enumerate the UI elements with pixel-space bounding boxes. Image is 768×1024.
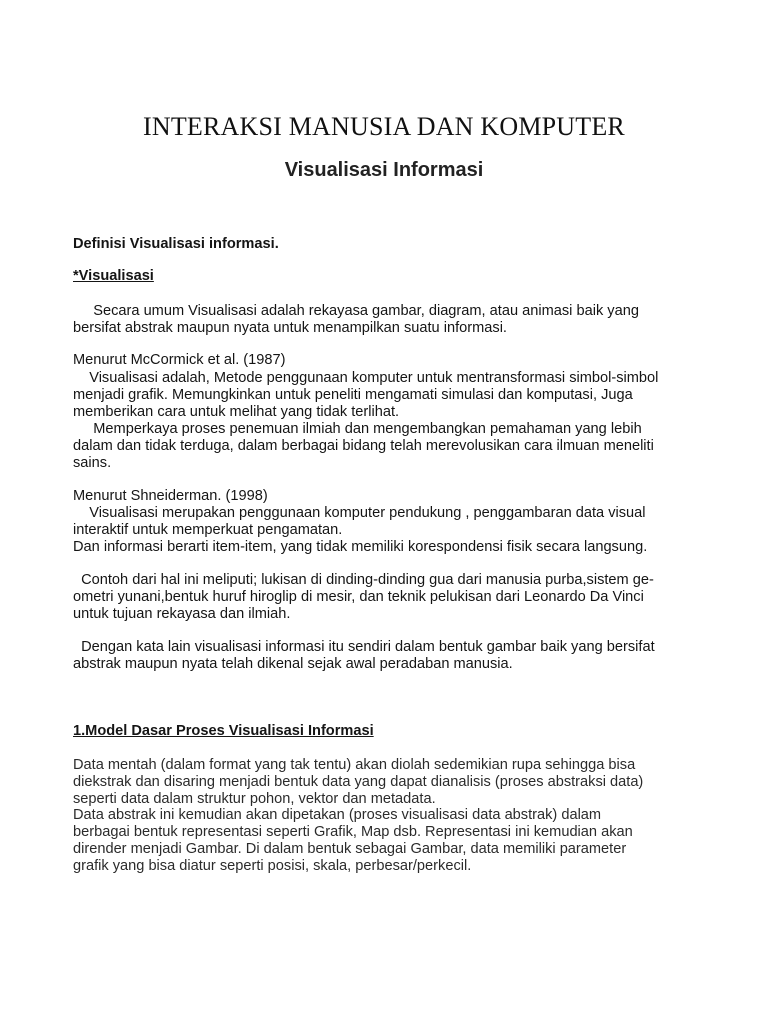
paragraph-line: diekstrak dan disaring menjadi bentuk data yang dapat dianalisis (proses abstraksi data) [73,774,644,790]
paragraph-line: Menurut Shneiderman. (1998) [73,488,268,504]
paragraph-line: Visualisasi merupakan penggunaan komputer pendukung , penggambaran data visual [73,505,646,521]
paragraph-line: untuk tujuan rekayasa dan ilmiah. [73,606,291,622]
document-subtitle: Visualisasi Informasi [284,159,484,181]
paragraph-line: Dan informasi berarti item-item, yang tidak memiliki korespondensi fisik secara langsung. [73,539,648,555]
paragraph-line: dirender menjadi Gambar. Di dalam bentuk sebagai Gambar, data memiliki parameter [73,841,627,857]
paragraph-line: sains. [73,455,112,471]
paragraph-line: Data mentah (dalam format yang tak tentu) akan diolah sedemikian rupa sehingga bisa [73,757,636,773]
paragraph-line: abstrak maupun nyata telah dikenal sejak awal peradaban manusia. [73,656,513,672]
paragraph-line: Data abstrak ini kemudian akan dipetakan (proses visualisasi data abstrak) dalam [73,807,602,823]
heading-model: 1.Model Dasar Proses Visualisasi Informasi [73,723,374,739]
document-title: INTERAKSI MANUSIA DAN KOMPUTER [143,112,625,141]
paragraph-line: bersifat abstrak maupun nyata untuk menampilkan suatu informasi. [73,320,507,336]
paragraph-line: Contoh dari hal ini meliputi; lukisan di dinding-dinding gua dari manusia purba,sistem ge- [73,572,654,588]
paragraph-line: menjadi grafik. Memungkinkan untuk peneliti mengamati simulasi dan komputasi, Juga [73,387,633,403]
paragraph-line: Secara umum Visualisasi adalah rekayasa gambar, diagram, atau animasi baik yang [73,303,639,319]
paragraph-line: Visualisasi adalah, Metode penggunaan komputer untuk mentransformasi simbol-simbol [73,370,659,386]
heading-definisi: Definisi Visualisasi informasi. [73,236,279,252]
paragraph-line: ometri yunani,bentuk huruf hiroglip di mesir, dan teknik pelukisan dari Leonardo Da Vinci [73,589,644,605]
paragraph-line: dalam dan tidak terduga, dalam berbagai bidang telah merevolusikan cara ilmuan meneliti [73,438,654,454]
paragraph-line: interaktif untuk memperkuat pengamatan. [73,522,343,538]
heading-visualisasi: *Visualisasi [73,268,154,284]
paragraph-line: seperti data dalam struktur pohon, vektor dan metadata. [73,791,436,807]
paragraph-line: memberikan cara untuk melihat yang tidak terlihat. [73,404,400,420]
paragraph-line: Memperkaya proses penemuan ilmiah dan mengembangkan pemahaman yang lebih [73,421,642,437]
paragraph-line: grafik yang bisa diatur seperti posisi, skala, perbesar/perkecil. [73,858,472,874]
paragraph-line: berbagai bentuk representasi seperti Grafik, Map dsb. Representasi ini kemudian akan [73,824,633,840]
paragraph-line: Menurut McCormick et al. (1987) [73,352,286,368]
paragraph-line: Dengan kata lain visualisasi informasi itu sendiri dalam bentuk gambar baik yang bersifat [73,639,655,655]
